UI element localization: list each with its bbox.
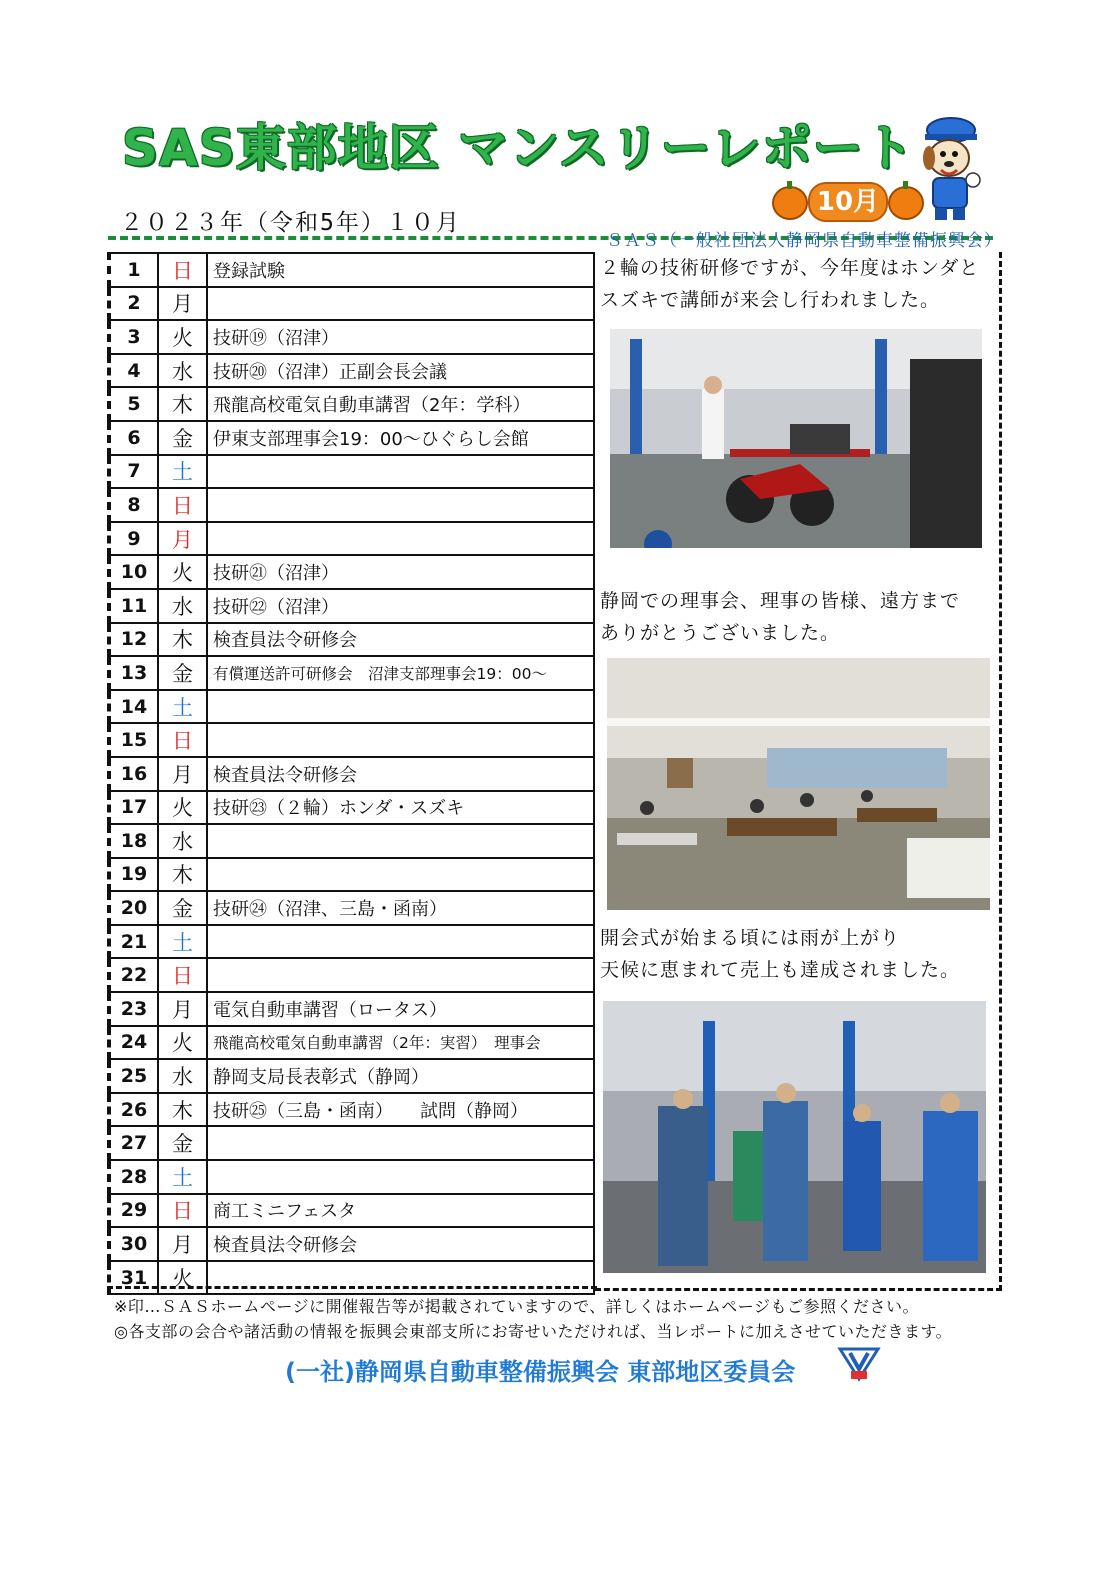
page-title: SAS東部地区 マンスリーレポート — [122, 119, 915, 177]
report-date: ２０２３年（令和5年）１０月 — [120, 210, 461, 236]
calendar-event — [207, 690, 594, 724]
calendar-row — [109, 1227, 594, 1261]
calendar-table — [107, 252, 595, 1295]
calendar-weekday: 土 — [158, 455, 207, 489]
calendar-event — [207, 455, 594, 489]
calendar-weekday: 日 — [158, 1194, 207, 1228]
calendar-day-number: 20 — [109, 891, 158, 925]
calendar-weekday: 月 — [158, 287, 207, 321]
calendar-event: 伊東支部理事会19：00～ひぐらし会館 — [207, 421, 594, 455]
calendar-weekday: 金 — [158, 421, 207, 455]
calendar-day-number: 2 — [109, 287, 158, 321]
calendar-day-number: 12 — [109, 623, 158, 657]
calendar-day-number: 29 — [109, 1194, 158, 1228]
calendar-row — [109, 824, 594, 858]
calendar-weekday: 日 — [158, 958, 207, 992]
calendar-weekday: 水 — [158, 589, 207, 623]
calendar-day-number: 14 — [109, 690, 158, 724]
note-2wheel-training — [600, 252, 979, 316]
calendar-event — [207, 287, 594, 321]
calendar-event — [207, 958, 594, 992]
calendar-weekday: 月 — [158, 522, 207, 556]
pumpkin-icon — [772, 186, 808, 220]
calendar-event: 登録試験 — [207, 253, 594, 287]
calendar-day-number: 15 — [109, 723, 158, 757]
calendar-event — [207, 824, 594, 858]
calendar-row — [109, 992, 594, 1026]
calendar-event — [207, 488, 594, 522]
calendar-day-number: 9 — [109, 522, 158, 556]
calendar-row — [109, 555, 594, 589]
calendar-weekday: 月 — [158, 992, 207, 1026]
calendar-row — [109, 488, 594, 522]
calendar-day-number: 22 — [109, 958, 158, 992]
calendar-day-number: 28 — [109, 1160, 158, 1194]
calendar-weekday: 土 — [158, 1160, 207, 1194]
calendar-weekday: 木 — [158, 858, 207, 892]
calendar-row — [109, 791, 594, 825]
photo-festival — [603, 1001, 986, 1273]
calendar-event — [207, 925, 594, 959]
calendar-event: 技研㉑（沼津） — [207, 555, 594, 589]
calendar-event: 技研㉓（２輪）ホンダ・スズキ — [207, 791, 594, 825]
calendar-day-number: 24 — [109, 1026, 158, 1060]
calendar-day-number: 21 — [109, 925, 158, 959]
association-logo — [836, 1345, 882, 1383]
calendar-day-number: 7 — [109, 455, 158, 489]
footer-note-1: ※印…ＳＡＳホームページに開催報告等が掲載されていますので、詳しくはホームページもご参照ください。 — [114, 1297, 919, 1316]
calendar-day-number: 16 — [109, 757, 158, 791]
note-board-meeting — [600, 585, 960, 649]
calendar-row — [109, 690, 594, 724]
calendar-day-number: 1 — [109, 253, 158, 287]
calendar-row — [109, 1126, 594, 1160]
calendar-row — [109, 858, 594, 892]
calendar-event: 技研㉔（沼津、三島・函南） — [207, 891, 594, 925]
calendar-day-number: 19 — [109, 858, 158, 892]
calendar-row — [109, 354, 594, 388]
calendar-day-number: 3 — [109, 320, 158, 354]
calendar-event: 商工ミニフェスタ — [207, 1194, 594, 1228]
org-subtitle: ＳＡＳ（一般社団法人静岡県自動車整備振興会） — [606, 231, 1002, 251]
calendar-day-number: 5 — [109, 387, 158, 421]
note-line: 天候に恵まれて売上も達成されました。 — [600, 959, 961, 981]
note-line: ありがとうございました。 — [600, 622, 841, 644]
calendar-event — [207, 1160, 594, 1194]
calendar-weekday: 水 — [158, 1059, 207, 1093]
note-line: ２輪の技術研修ですが、今年度はホンダと — [600, 257, 980, 279]
calendar-row — [109, 891, 594, 925]
calendar-row — [109, 421, 594, 455]
calendar-row — [109, 1093, 594, 1127]
calendar-event: 技研⑳（沼津）正副会長会議 — [207, 354, 594, 388]
calendar-weekday: 土 — [158, 690, 207, 724]
calendar-weekday: 火 — [158, 1026, 207, 1060]
calendar-weekday: 金 — [158, 656, 207, 690]
footer-organization: (一社)静岡県自動車整備振興会 東部地区委員会 — [285, 1358, 796, 1386]
calendar-row — [109, 253, 594, 287]
calendar-weekday: 火 — [158, 320, 207, 354]
calendar-row — [109, 1160, 594, 1194]
month-label: 10月 — [808, 182, 888, 222]
calendar-event — [207, 1126, 594, 1160]
calendar-event: 飛龍高校電気自動車講習（2年：学科） — [207, 387, 594, 421]
calendar-event: 静岡支局長表彰式（静岡） — [207, 1059, 594, 1093]
calendar-day-number: 30 — [109, 1227, 158, 1261]
calendar-row — [109, 757, 594, 791]
calendar-event — [207, 723, 594, 757]
calendar-row — [109, 287, 594, 321]
calendar-weekday: 日 — [158, 253, 207, 287]
calendar-weekday: 水 — [158, 824, 207, 858]
calendar-event — [207, 522, 594, 556]
calendar-day-number: 8 — [109, 488, 158, 522]
calendar-weekday: 日 — [158, 488, 207, 522]
calendar-row — [109, 723, 594, 757]
calendar-day-number: 10 — [109, 555, 158, 589]
calendar-day-number: 17 — [109, 791, 158, 825]
calendar-event: 技研⑲（沼津） — [207, 320, 594, 354]
note-line: 静岡での理事会、理事の皆様、遠方まで — [600, 590, 961, 612]
calendar-row — [109, 656, 594, 690]
calendar-event: 検査員法令研修会 — [207, 1227, 594, 1261]
calendar-day-number: 11 — [109, 589, 158, 623]
calendar-event: 飛龍高校電気自動車講習（2年：実習） 理事会 — [207, 1026, 594, 1060]
photo-motorcycle-workshop — [610, 329, 982, 548]
calendar-row — [109, 522, 594, 556]
calendar-weekday: 月 — [158, 1227, 207, 1261]
note-festival — [600, 922, 960, 986]
calendar-day-number: 4 — [109, 354, 158, 388]
calendar-row — [109, 1026, 594, 1060]
calendar-weekday: 木 — [158, 387, 207, 421]
calendar-bottom-border — [107, 1286, 597, 1289]
calendar-day-number: 31 — [109, 1261, 158, 1295]
calendar-event — [207, 1261, 594, 1295]
calendar-weekday: 火 — [158, 555, 207, 589]
calendar-weekday: 月 — [158, 757, 207, 791]
calendar-event: 技研㉒（沼津） — [207, 589, 594, 623]
calendar-row — [109, 320, 594, 354]
calendar-row — [109, 1194, 594, 1228]
pumpkin-icon — [888, 186, 924, 220]
month-badge — [772, 180, 922, 222]
calendar-day-number: 18 — [109, 824, 158, 858]
calendar-weekday: 水 — [158, 354, 207, 388]
calendar-day-number: 23 — [109, 992, 158, 1026]
calendar-row — [109, 589, 594, 623]
calendar-day-number: 27 — [109, 1126, 158, 1160]
calendar-row — [109, 623, 594, 657]
calendar-day-number: 26 — [109, 1093, 158, 1127]
calendar-event: 検査員法令研修会 — [207, 623, 594, 657]
calendar-event: 有償運送許可研修会 沼津支部理事会19：00～ — [207, 656, 594, 690]
calendar-weekday: 木 — [158, 623, 207, 657]
calendar-row — [109, 387, 594, 421]
calendar-event: 検査員法令研修会 — [207, 757, 594, 791]
calendar-row — [109, 455, 594, 489]
footer-note-2: ◎各支部の会合や諸活動の情報を振興会東部支所にお寄せいただければ、当レポートに加えさせていただきます。 — [114, 1322, 953, 1341]
calendar-event — [207, 858, 594, 892]
calendar-row — [109, 958, 594, 992]
calendar-event: 技研㉕（三島・函南） 試問（静岡） — [207, 1093, 594, 1127]
calendar-weekday: 日 — [158, 723, 207, 757]
calendar-weekday: 火 — [158, 1261, 207, 1295]
note-line: スズキで講師が来会し行われました。 — [600, 289, 941, 311]
calendar-row — [109, 1059, 594, 1093]
note-line: 開会式が始まる頃には雨が上がり — [600, 927, 901, 949]
calendar-day-number: 25 — [109, 1059, 158, 1093]
calendar-weekday: 火 — [158, 791, 207, 825]
calendar-event: 電気自動車講習（ロータス） — [207, 992, 594, 1026]
calendar-weekday: 金 — [158, 891, 207, 925]
calendar-day-number: 6 — [109, 421, 158, 455]
calendar-day-number: 13 — [109, 656, 158, 690]
calendar-weekday: 土 — [158, 925, 207, 959]
photo-board-meeting — [607, 658, 990, 910]
calendar-weekday: 木 — [158, 1093, 207, 1127]
mascot-illustration — [915, 116, 987, 224]
calendar-row — [109, 1261, 594, 1295]
calendar-weekday: 金 — [158, 1126, 207, 1160]
calendar-row — [109, 925, 594, 959]
